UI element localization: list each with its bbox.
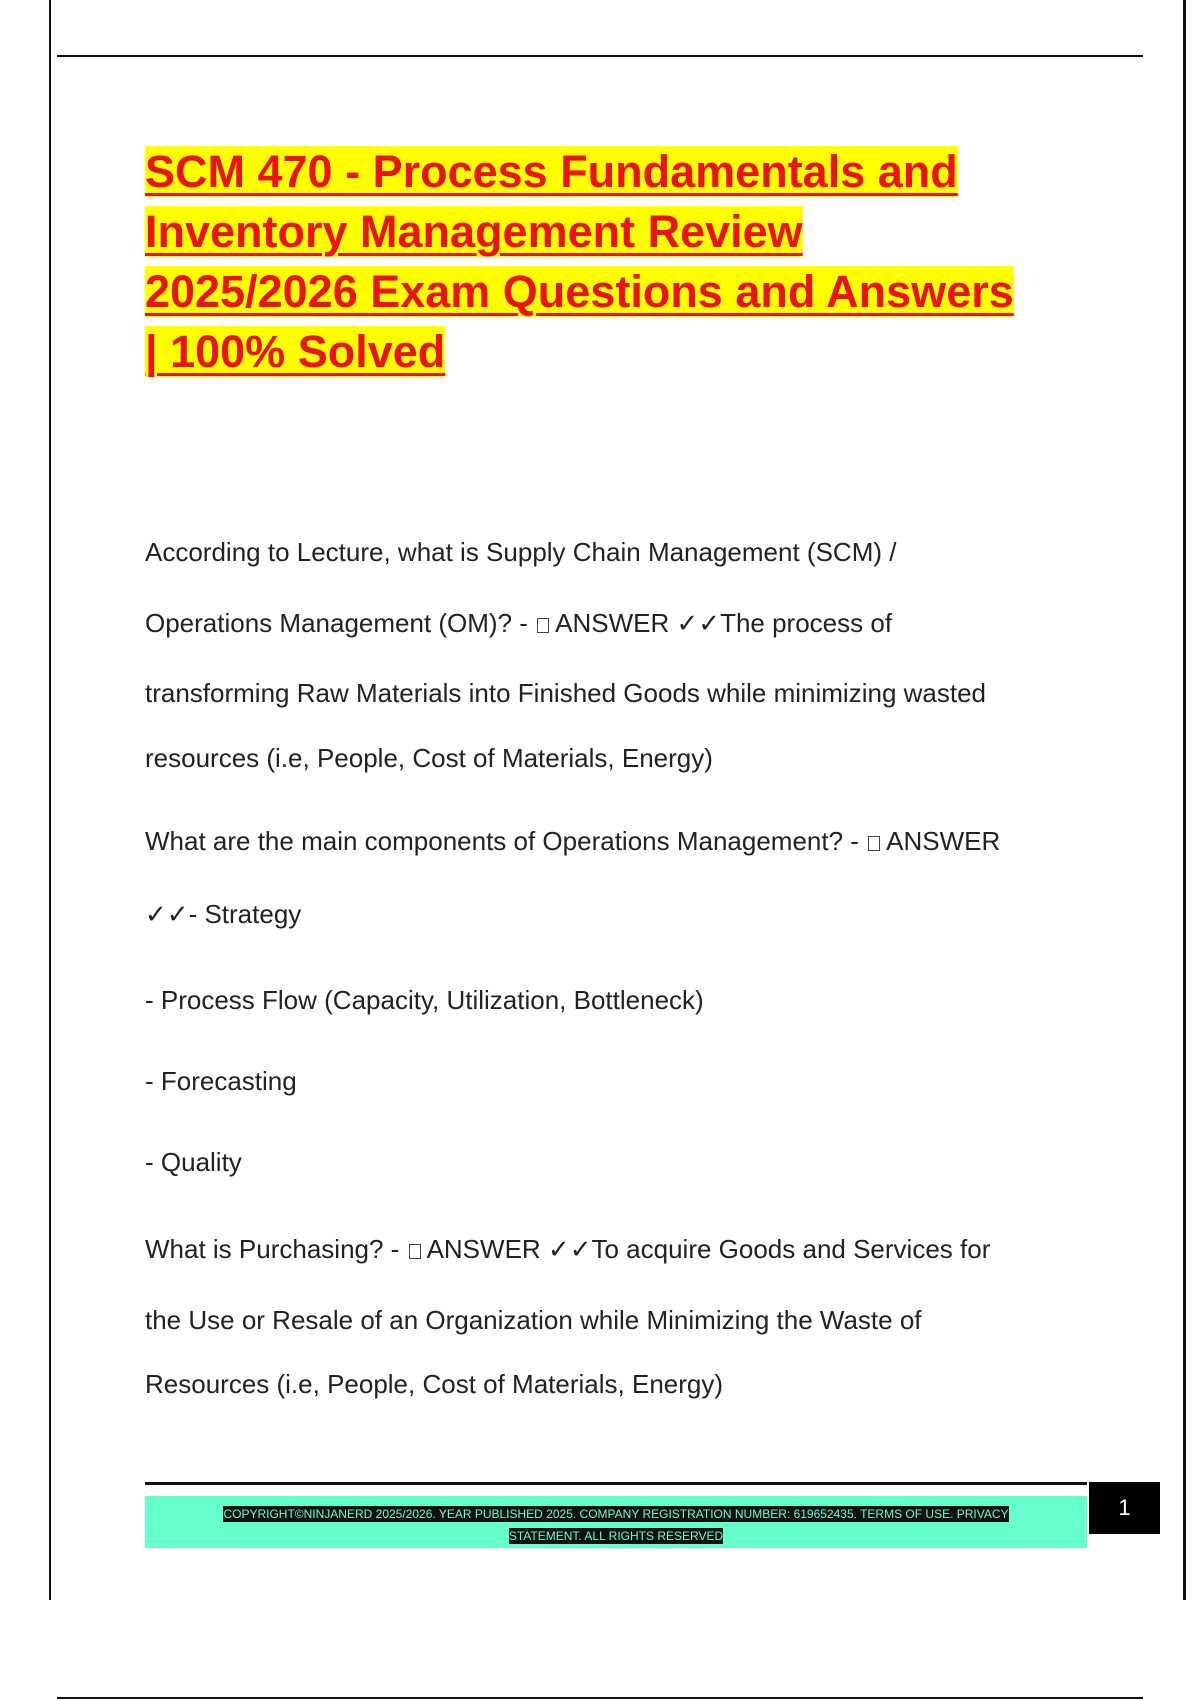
answer-text: ANSWER [886, 826, 1001, 856]
copyright-line-2: STATEMENT. ALL RIGHTS RESERVED [508, 1529, 724, 1543]
title-line-4: | 100% Solved [145, 326, 446, 377]
body-line [145, 1066, 297, 1097]
body-line [145, 1369, 723, 1400]
body-line [145, 1147, 242, 1178]
body-text: Resources (i.e, People, Cost of Materials, Energy) [145, 1369, 724, 1399]
body-line [145, 743, 713, 774]
body-text: According to Lecture, what is Supply Chain Management (SCM) / [145, 537, 897, 567]
body-text: - Process Flow (Capacity, Utilization, Bottleneck) [145, 985, 704, 1015]
body-text: - Forecasting [145, 1066, 297, 1096]
body-line [145, 826, 1000, 857]
body-line [145, 1234, 990, 1265]
body-line [145, 608, 892, 639]
page-border-right [1183, 0, 1186, 1600]
body-line [145, 985, 704, 1016]
body-line [145, 678, 986, 709]
body-line [145, 1305, 922, 1336]
missing-glyph-icon [868, 836, 880, 851]
body-text: - Quality [145, 1147, 242, 1177]
answer-text: ANSWER ✓✓The process of [555, 608, 893, 638]
copyright-footer [172, 1503, 1060, 1547]
page-number: 1 [1089, 1482, 1160, 1534]
title-line-1: SCM 470 - Process Fundamentals and [145, 146, 958, 197]
body-text: resources (i.e, People, Cost of Materials, Energy) [145, 743, 713, 773]
body-text: Operations Management (OM)? - [145, 608, 536, 638]
missing-glyph-icon [537, 618, 549, 633]
footer-rule [145, 1482, 1087, 1485]
body-line [145, 537, 896, 568]
copyright-line-1: COPYRIGHT©NINJANERD 2025/2026. YEAR PUBLISHED 2025. COMPANY REGISTRATION NUMBER: 619652435. TERMS OF USE. PRIVACY [223, 1507, 1009, 1521]
title-line-3: 2025/2026 Exam Questions and Answers [145, 266, 1014, 317]
body-text: What are the main components of Operations Management? - [145, 826, 867, 856]
missing-glyph-icon [409, 1244, 421, 1259]
title-line-2: Inventory Management Review [145, 206, 803, 257]
body-text: ✓✓- Strategy [145, 899, 302, 929]
body-line [145, 899, 301, 930]
body-text: transforming Raw Materials into Finished Goods while minimizing wasted [145, 678, 987, 708]
document-title [145, 142, 1095, 382]
top-rule [57, 55, 1143, 57]
body-text: What is Purchasing? - [145, 1234, 407, 1264]
next-page-top-rule [57, 1697, 1143, 1699]
answer-text: ANSWER ✓✓To acquire Goods and Services for [426, 1234, 991, 1264]
body-text: the Use or Resale of an Organization while Minimizing the Waste of [145, 1305, 922, 1335]
page-border-left [49, 0, 51, 1600]
